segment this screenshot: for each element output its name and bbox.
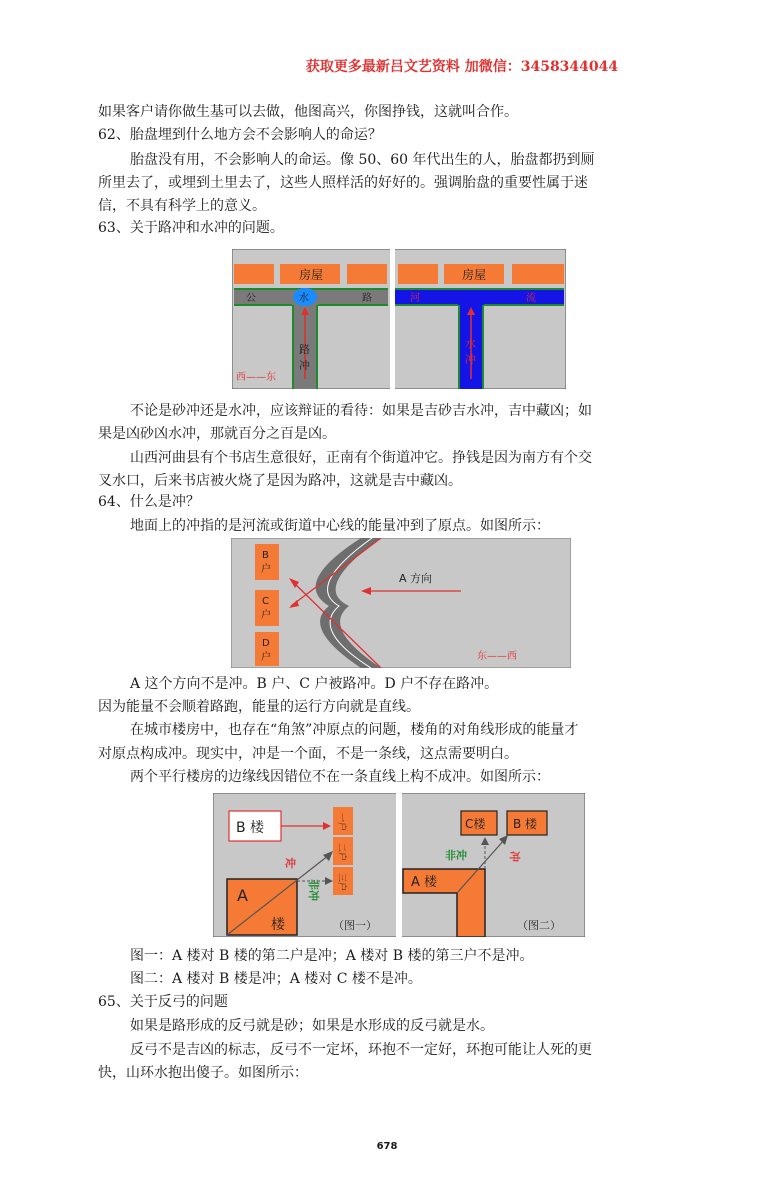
text-line: 山西河曲县有个书店生意很好，正南有个街道冲它。挣钱是因为南方有个交 <box>130 450 592 466</box>
svg-text:C楼: C楼 <box>465 817 486 831</box>
page-number: 678 <box>376 1141 398 1152</box>
svg-text:C: C <box>262 596 269 607</box>
clash-label: 冲 <box>508 851 521 862</box>
building-clash-figure <box>213 793 585 937</box>
road-clash-char: 路 <box>299 343 310 356</box>
svg-text:B 楼: B 楼 <box>513 817 538 831</box>
svg-text:B 楼: B 楼 <box>236 820 265 836</box>
river-label-he: 河 <box>410 293 420 304</box>
text-line: 图一：A 楼对 B 楼的第二户是冲；A 楼对 B 楼的第三户不是冲。 <box>130 948 534 964</box>
no-clash-label: 非冲 <box>307 879 320 901</box>
svg-text:二户: 二户 <box>336 843 346 862</box>
svg-text:楼: 楼 <box>271 917 285 933</box>
svg-text:A: A <box>237 886 248 905</box>
text-line: 叉水口，后来书店被火烧了是因为路冲，这就是吉中藏凶。 <box>98 473 462 489</box>
text-line: 信，不具有科学上的意义。 <box>98 198 266 214</box>
svg-text:一户: 一户 <box>336 813 346 832</box>
section-heading-62: 62、胎盘埋到什么地方会不会影响人的命运？ <box>98 127 382 143</box>
water-clash-char: 水 <box>465 337 476 350</box>
svg-text:D: D <box>262 638 270 649</box>
svg-text:户: 户 <box>261 610 271 621</box>
caption-fig2: （图二） <box>517 919 561 932</box>
svg-text:三户: 三户 <box>336 873 346 892</box>
text-line: 如果是路形成的反弓就是砂；如果是水形成的反弓就是水。 <box>130 1018 494 1034</box>
road-label-lu: 路 <box>362 293 372 304</box>
curved-road-clash-figure <box>231 538 571 668</box>
no-clash-label: 非冲 <box>445 849 467 862</box>
text-line: A 这个方向不是冲。B 户、C 户被路冲。D 户不存在路冲。 <box>130 676 499 692</box>
text-line: 胎盘没有用，不会影响人的命运。像 50、60 年代出生的人，胎盘都扔到厕 <box>130 152 595 168</box>
road-water-clash-figure <box>232 249 566 389</box>
svg-text:户: 户 <box>261 652 271 663</box>
section-heading-64: 64、什么是冲？ <box>98 494 200 510</box>
text-line: 地面上的冲指的是河流或街道中心线的能量冲到了原点。如图所示： <box>130 518 550 534</box>
house-block <box>398 264 438 284</box>
section-heading-63: 63、关于路冲和水冲的问题。 <box>98 220 284 236</box>
house-label: 房屋 <box>462 268 487 282</box>
text-line: 所里去了，或埋到土里去了，这些人照样活的好好的。强调胎盘的重要性属于迷 <box>98 175 588 191</box>
direction-label: 东——西 <box>477 651 517 662</box>
text-line: 图二：A 楼对 B 楼是冲；A 楼对 C 楼不是冲。 <box>130 971 422 987</box>
svg-text:户: 户 <box>261 564 271 575</box>
text-line: 反弓不是吉凶的标志，反弓不一定坏，环抱不一定好，环抱可能让人死的更 <box>130 1042 592 1058</box>
house-label: 房屋 <box>299 268 324 282</box>
house-block <box>234 264 274 284</box>
section-heading-65: 65、关于反弓的问题 <box>98 994 228 1010</box>
text-line: 对原点构成冲。现实中，冲是一个面，不是一条线，这点需要明白。 <box>98 746 518 762</box>
direction-a-label: A 方向 <box>399 572 433 585</box>
water-label: 水 <box>299 293 309 304</box>
text-line: 如果客户请你做生基可以去做，他图高兴，你图挣钱，这就叫合作。 <box>98 104 518 120</box>
road-label-gong: 公 <box>246 293 256 304</box>
text-line: 果是凶砂凶水冲，那就百分之百是凶。 <box>98 426 336 442</box>
svg-text:B: B <box>262 550 269 561</box>
caption-fig1: （图一） <box>333 919 377 932</box>
house-block <box>512 264 564 284</box>
river-label-liu: 流 <box>526 293 536 304</box>
text-line: 不论是砂冲还是水冲，应该辩证的看待：如果是吉砂吉水冲，吉中藏凶；如 <box>130 403 592 419</box>
house-block <box>347 264 387 284</box>
text-line: 在城市楼房中，也存在“角煞”冲原点的问题，楼角的对角线形成的能量才 <box>130 722 579 738</box>
clash-label: 冲 <box>285 857 296 870</box>
text-line: 快，山环水抱出傻子。如图所示： <box>98 1065 308 1081</box>
svg-text:A 楼: A 楼 <box>411 875 438 890</box>
page-header: 获取更多最新吕文艺资料 加微信：3458344044 <box>305 59 619 75</box>
water-clash-char: 冲 <box>465 353 476 366</box>
direction-label: 西——东 <box>236 372 276 383</box>
text-line: 因为能量不会顺着路跑，能量的运行方向就是直线。 <box>98 699 420 715</box>
text-line: 两个平行楼房的边缘线因错位不在一条直线上构不成冲。如图所示： <box>130 769 550 785</box>
road-clash-char: 冲 <box>299 359 310 372</box>
